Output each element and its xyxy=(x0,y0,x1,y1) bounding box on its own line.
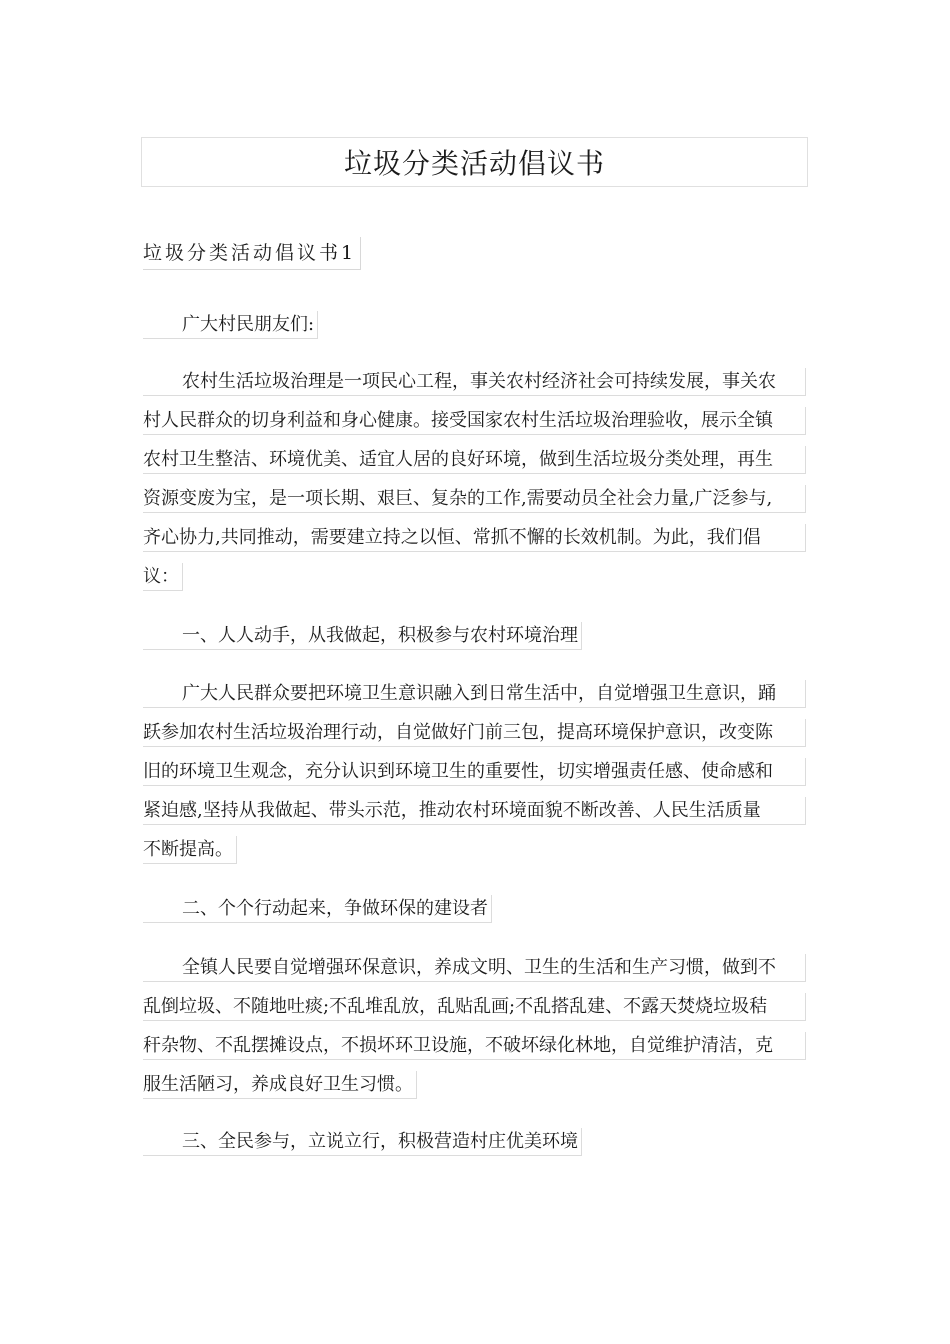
section-heading-3: 三、全民参与，立说立行，积极营造村庄优美环境 xyxy=(143,1128,582,1156)
para1-line: 齐心协力,共同推动，需要建立持之以恒、常抓不懈的长效机制。为此，我们倡 xyxy=(143,524,806,552)
greeting: 广大村民朋友们: xyxy=(143,311,318,339)
para3-line: 乱倒垃圾、不随地吐痰;不乱堆乱放，乱贴乱画;不乱搭乱建、不露天焚烧垃圾秸 xyxy=(143,993,806,1021)
para2-line: 不断提高。 xyxy=(143,836,237,864)
document-title: 垃圾分类活动倡议书 xyxy=(141,137,808,187)
section-subtitle: 垃圾分类活动倡议书1 xyxy=(143,237,361,270)
para1-line: 农村卫生整洁、环境优美、适宜人居的良好环境，做到生活垃圾分类处理，再生 xyxy=(143,446,806,474)
para1-line: 资源变废为宝，是一项长期、艰巨、复杂的工作,需要动员全社会力量,广泛参与, xyxy=(143,485,806,513)
para3-line: 服生活陋习，养成良好卫生习惯。 xyxy=(143,1071,417,1099)
section-heading-1: 一、人人动手，从我做起，积极参与农村环境治理 xyxy=(143,622,582,650)
section-heading-2: 二、个个行动起来，争做环保的建设者 xyxy=(143,895,492,923)
para2-line: 广大人民群众要把环境卫生意识融入到日常生活中，自觉增强卫生意识，踊 xyxy=(143,680,806,708)
para2-line: 旧的环境卫生观念，充分认识到环境卫生的重要性，切实增强责任感、使命感和 xyxy=(143,758,806,786)
para3-line: 秆杂物、不乱摆摊设点，不损坏环卫设施，不破坏绿化林地，自觉维护清洁，克 xyxy=(143,1032,806,1060)
para2-line: 紧迫感,坚持从我做起、带头示范，推动农村环境面貌不断改善、人民生活质量 xyxy=(143,797,806,825)
para1-line: 议： xyxy=(143,563,183,591)
para1-line: 农村生活垃圾治理是一项民心工程，事关农村经济社会可持续发展，事关农 xyxy=(143,368,806,396)
para1-line: 村人民群众的切身利益和身心健康。接受国家农村生活垃圾治理验收，展示全镇 xyxy=(143,407,806,435)
para3-line: 全镇人民要自觉增强环保意识，养成文明、卫生的生活和生产习惯，做到不 xyxy=(143,954,806,982)
para2-line: 跃参加农村生活垃圾治理行动，自觉做好门前三包，提高环境保护意识，改变陈 xyxy=(143,719,806,747)
